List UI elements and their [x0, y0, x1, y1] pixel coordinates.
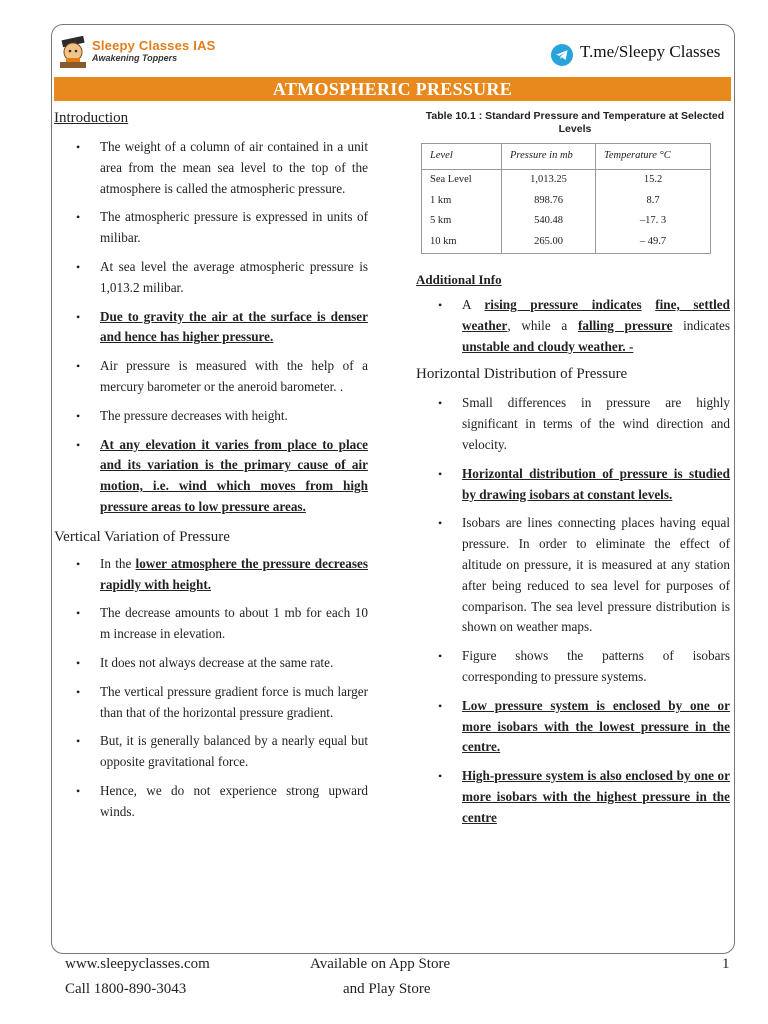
table-cell: 1,013.25	[502, 169, 596, 190]
list-item: • Air pressure is measured with the help of a mercury barometer or the aneroid barometer. .	[54, 356, 368, 398]
list-item: • The pressure decreases with height.	[54, 406, 368, 427]
logo-title: Sleepy Classes IAS	[92, 38, 216, 53]
emphasis-text: unstable and cloudy weather. -	[462, 338, 634, 354]
logo-mascot-icon	[58, 36, 88, 70]
list-item	[416, 295, 730, 357]
emphasis-text: High-pressure system is also enclosed by one or more isobars with the highest pressure in the centre	[462, 768, 730, 825]
list-item: • The atmospheric pressure is expressed in units of milibar.	[54, 207, 368, 249]
list-item: • At sea level the average atmospheric pressure is 1,013.2 milibar.	[54, 257, 368, 299]
right-column	[416, 110, 730, 829]
list-item	[54, 435, 368, 518]
list-item	[54, 307, 368, 349]
table-cell: 265.00	[502, 232, 596, 253]
plain-text	[642, 297, 656, 312]
list-item: • The vertical pressure gradient force is much larger than that of the horizontal pressure gradient.	[54, 682, 368, 724]
page-title-banner: ATMOSPHERIC PRESSURE	[54, 77, 731, 101]
list-item	[416, 766, 730, 828]
emphasis-text: Low pressure system is enclosed by one or more isobars with the lowest pressure in the centre.	[462, 697, 730, 755]
list-item: • It does not always decrease at the same rate.	[54, 653, 368, 674]
plain-text: indicates	[672, 317, 731, 333]
footer-app-line2: and Play Store	[343, 981, 431, 997]
table-cell: – 49.7	[596, 232, 711, 253]
table-row	[422, 169, 711, 190]
vertical-variation-list	[54, 554, 368, 823]
plain-text: A	[462, 296, 485, 312]
list-item: • Small differences in pressure are highly significant in terms of the wind direction and velocity.	[416, 393, 730, 455]
list-item: • The decrease amounts to about 1 mb for each 10 m increase in elevation.	[54, 603, 368, 645]
table-cell: 10 km	[422, 232, 502, 253]
plain-text: , while a	[507, 317, 578, 333]
telegram-icon[interactable]	[551, 44, 573, 66]
list-item	[416, 696, 730, 758]
left-column	[54, 107, 368, 823]
list-item	[416, 464, 730, 506]
vertical-variation-heading: Vertical Variation of Pressure	[54, 528, 230, 545]
footer-app-line1: Available on App Store	[310, 956, 451, 972]
introduction-heading: Introduction	[54, 110, 129, 126]
footer-website[interactable]: www.sleepyclasses.com	[65, 956, 210, 972]
emphasis-text: fine, settled weather	[462, 296, 730, 333]
emphasis-text: Due to gravity the air at the surface is denser and hence has higher pressure.	[100, 308, 368, 345]
emphasis-text: falling pressure	[577, 317, 673, 333]
horizontal-distribution-list	[416, 393, 730, 828]
telegram-link[interactable]: T.me/Sleepy Classes	[580, 42, 721, 61]
table-row	[422, 211, 711, 232]
table-cell: 15.2	[596, 169, 711, 190]
pressure-table	[421, 143, 711, 254]
table-row	[422, 232, 711, 253]
table-cell: 898.76	[502, 191, 596, 212]
list-item: • The weight of a column of air contained in a unit area from the mean sea level to the top of the atmosphere is called the atmospheric pressure.	[54, 137, 368, 199]
table-cell: 1 km	[422, 191, 502, 212]
emphasis-text: rising pressure indicates	[484, 296, 642, 312]
table-header-cell: Pressure in mb	[502, 144, 596, 170]
table-cell: 540.48	[502, 211, 596, 232]
list-item: • Hence, we do not experience strong upward winds.	[54, 781, 368, 823]
plain-text: In the	[100, 555, 136, 571]
table-header-cell: Temperature °C	[596, 144, 711, 170]
emphasis-text: lower atmosphere the pressure decreases rapidly with height.	[100, 555, 368, 592]
table-header-row	[422, 144, 711, 170]
emphasis-text: Horizontal distribution of pressure is studied by drawing isobars at constant levels.	[462, 465, 730, 502]
table-header-cell: Level	[422, 144, 502, 170]
table-cell: Sea Level	[422, 169, 502, 190]
table-cell: 5 km	[422, 211, 502, 232]
list-item: • Isobars are lines connecting places having equal pressure. In order to eliminate the effect of altitude on pressure, it is measured at any station after being reduced to sea level for purposes of comparison. The sea level pressure distribution is shown on weather maps.	[416, 513, 730, 638]
logo-tagline: Awakening Toppers	[92, 53, 178, 63]
horizontal-distribution-heading: Horizontal Distribution of Pressure	[416, 366, 628, 383]
introduction-list	[54, 137, 368, 518]
emphasis-text: At any elevation it varies from place to place and its variation is the primary cause of air motion, i.e. wind which moves from high pressure areas to low pressure areas.	[100, 436, 368, 514]
page-number: 1	[722, 956, 730, 972]
logo	[58, 36, 258, 70]
list-item: • Figure shows the patterns of isobars corresponding to pressure systems.	[416, 646, 730, 688]
table-row	[422, 191, 711, 212]
table-cell: –17. 3	[596, 211, 711, 232]
footer-phone: Call 1800-890-3043	[65, 981, 187, 997]
list-item: • But, it is generally balanced by a nearly equal but opposite gravitational force.	[54, 731, 368, 773]
additional-info-list	[416, 295, 730, 357]
table-cell: 8.7	[596, 191, 711, 212]
list-item	[54, 554, 368, 596]
table-caption: Table 10.1 : Standard Pressure and Temperature at Selected Levels	[425, 110, 725, 135]
additional-info-heading: Additional Info	[416, 271, 502, 287]
